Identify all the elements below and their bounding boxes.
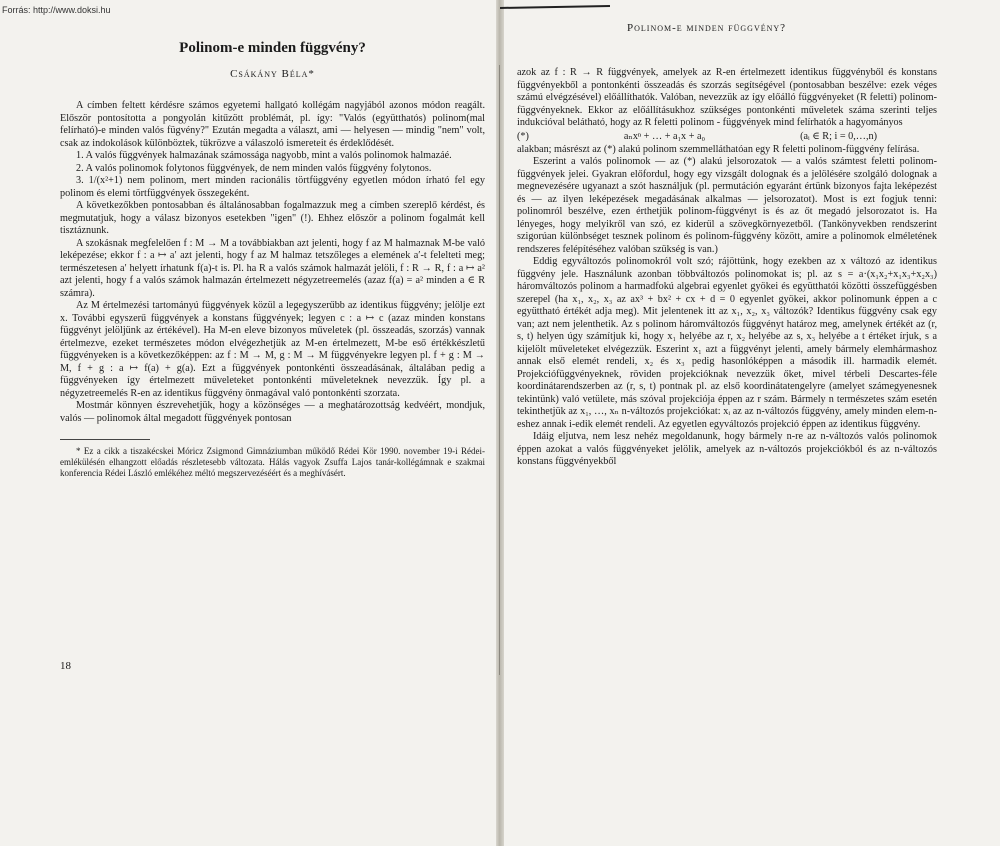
paragraph: 1. A valós függvények halmazának számossága nagyobb, mint a valós polinomok halmazáé. <box>76 150 452 161</box>
source-watermark: Forrás: http://www.doksi.hu <box>2 5 111 15</box>
paragraph: Eszerint a valós polinomok — az (*) alakú jelsorozatok — a valós számtest feletti polinom-függvények jelei. Gyakran előfordul, hogy egy vizsgált dolognak és a jelölésére szolgáló dolognak a megnevezésére ugyanazt a szót használjuk (pl. permutáción egyaránt értünk bizonyos fajta leképezést és — az ilyen leképezések megadásának alkalmas — jelsorozatot). Most is ezt fogjuk tenni: polinomról beszélve, ezen érthetjük polinom-függvényt is és az őt megadó jelsorozatot is. Ha lényeges, hogy melyikről van szó, ez kiderül a szövegkörnyezetből. (Tankönyvekben rendszerint szigorúan különbséget tesznek polinom és polinom-függvény között, amire a polinomok elméletének rendszeres felépítéséhez valóban szükség is van.) <box>517 156 937 255</box>
paragraph: A szokásnak megfelelően f : M → M a továbbiakban azt jelenti, hogy f az M halmaznak M-be való leképezése; ekkor f : a ↦ a′ azt jelenti, hogy f az M halmaz tetszőleges a elemének a′-t felelteti meg; természetesen a′ helyett írhatunk f(a)-t is. Pl. ha R a valós számok halmazát jelöli, f : R → R, f : a ↦ a² azt jelenti, hogy f a valós számok halmazán értelmezett négyzetreemelés (azaz f(a) = a² minden a ∈ R számra). <box>60 237 485 299</box>
article-title: Polinom-e minden függvény? <box>179 40 366 56</box>
gutter-line <box>499 65 500 675</box>
paragraph: Idáig eljutva, nem lesz nehéz megoldanunk, hogy bármely n-re az n-változós valós polinomok éppen azokat a valós függvényeket jelölik, amelyek az n-változós projekciókból és az n-változós konstans függvényekből <box>517 431 937 467</box>
book-gutter <box>496 0 504 846</box>
page-number: 18 <box>60 660 71 672</box>
formula: aₙxⁿ + … + a₁x + a₀ <box>623 130 706 142</box>
paragraph: alakban; másrészt az (*) alakú polinom szemmelláthatóan egy R feletti polinom-függvény felírása. <box>517 143 920 155</box>
formula-line <box>517 130 937 144</box>
paragraph: Mostmár könnyen észrevehetjük, hogy a közönséges — a meghatározottság kedvéért, mondjuk, valós — polinomok által megadott függvények pontosan <box>60 400 485 424</box>
formula-condition: (aᵢ ∈ R; i = 0,…,n) <box>800 130 877 142</box>
paragraph: A következőkben pontosabban és általánosabban fogalmazzuk meg a címben szereplő kérdést, és megmutatjuk, hogy a válasz bizonyos esetekben "igen" (!). Ehhez először a polinom fogalmát kell tisztáznunk. <box>60 200 485 236</box>
paragraph: 2. A valós polinomok folytonos függvények, de nem minden valós függvény folytonos. <box>76 162 432 174</box>
footnote: * Ez a cikk a tiszakécskei Móricz Zsigmond Gimnáziumban működő Rédei Kör 1990. november 19-i Rédei-emlékülésén elhangzott előadás részletesebb változata. Hálás vagyok Zsuffa Lajos tanár-kollégámnak e szakmai konferencia Rédei László emlékéhez méltó megszervezéséért és a meghívásért. <box>60 446 485 478</box>
paragraph: A címben feltett kérdésre számos egyetemi hallgató kollégám nagyjából azonos módon reagált. Először pontosította a pongyolán kitűzött problémát, pl. így: "Valós (együtthatós) polinom(mal felírható)-e minden valós fügvény?" Ezután megadta a választ, ami — helyesen — mindig "nem" volt, csak az indokolások különböztek, tükrözve a válaszoló ismereteit és érdeklődését. <box>60 100 485 149</box>
paragraph: Eddig egyváltozós polinomokról volt szó; rájöttünk, hogy ezekben az x változó az identikus függvény jele. Használunk azonban többváltozós polinomokat is; pl. az s = a·(x₁x₂+x₁x₃+x₂x₃) háromváltozós polinom a harmadfokú algebrai egyenlet gyökei és együtthatói közötti összefüggésben szerepel (ha x₁, x₂, x₃ az ax³ + bx² + cx + d = 0 egyenlet gyökei, akkor polinomunk éppen a c együttható értékét adja meg). Mit jelentenek itt az x₁, x₂, x₃ változók? Identikus függvény csak egy van; azt nem jelenthetik. Az s polinom háromváltozós függvényt határoz meg, amelynek értékét az (r, s, t) helyen úgy számítjuk ki, hogy x₁ helyébe az r, x₂ helyébe az s, x₃ helyébe a t értéket írjuk, s a kijelölt műveleteket elvégezzük. Eszerint x₁ azt a függvényt jelenti, amely bármely elemhármashoz annak első elemét rendeli, x₂ és x₃ pedig hasonlóképpen a második ill. harmadik elemét. Projekciófüggvényeknek, röviden projekcióknak nevezzük őket, mivel térbeli Descartes-féle koordinátarendszerben az (r, s, t) pontnak pl. az első koordinátatengelyre (amelyet számegyenesnek tekintünk) való vetülete, más szóval projekciója éppen az r szám. Bármely n természetes szám esetén tekinthetjük az x₁, …, xₙ n-változós projekciókat: xᵢ az az n-változós függvény, amely minden elem-n-eshez annak i-edik elemét rendeli. Az egyetlen egyváltozós projekció éppen az identikus függvény. <box>517 256 937 430</box>
running-head: Polinom-e minden függvény? <box>627 22 787 34</box>
right-body <box>517 67 937 469</box>
pen-mark <box>500 5 610 9</box>
paragraph: Az M értelmezési tartományú függvények közül a legegyszerűbb az identikus függvény; jelölje ezt x. További egyszerű függvények a konstans függvények; legyen c : a ↦ c (azaz minden konstans függvényt jelöljünk az értékével). Ha M-en eleve bizonyos műveletek (pl. összeadás, szorzás) vannak értelmezve, ezeket természetes módon elvégezhetjük az M-en értelmezett, M-be eső értékkészletű függvényeken is a következőképpen: az f : M → M, g : M → M függvényekre legyen pl. f + g : M → M, f + g : a ↦ f(a) + g(a). Ezt a függvények pontonkénti összeadásának, általában pedig a függvényeken így értelmezett műveleteket pontonkénti műveleteknek nevezzük. Így pl. a négyzetreemelés R-en az identikus függvény önmagával való pontonkénti szorzata. <box>60 300 485 399</box>
left-body <box>60 100 485 479</box>
paragraph: 3. 1/(x²+1) nem polinom, mert minden racionális törtfüggvény egyetlen módon írható fel egy polinom és elemi törtfüggvények összegeként. <box>60 175 485 199</box>
author-name: Csákány Béla* <box>230 68 315 80</box>
footnote-rule <box>60 439 150 440</box>
paragraph: azok az f : R → R függvények, amelyek az R-en értelmezett identikus függvényből és konstans függvényekből a pontonkénti összeadás és szorzás segítségével (pontosabban beszélve: ezek véges számú elvégzésével) előállíthatók. Valóban, nevezzük az így előálló függvényeket (R feletti) polinom-függvényeknek. Ekkor az előállításukhoz szükséges pontonkénti műveletek száma szerinti teljes indukcióval belátható, hogy az R feletti polinom - függvények mind felírhatók a hagyományos <box>517 67 937 128</box>
formula-label: (*) <box>517 130 529 142</box>
